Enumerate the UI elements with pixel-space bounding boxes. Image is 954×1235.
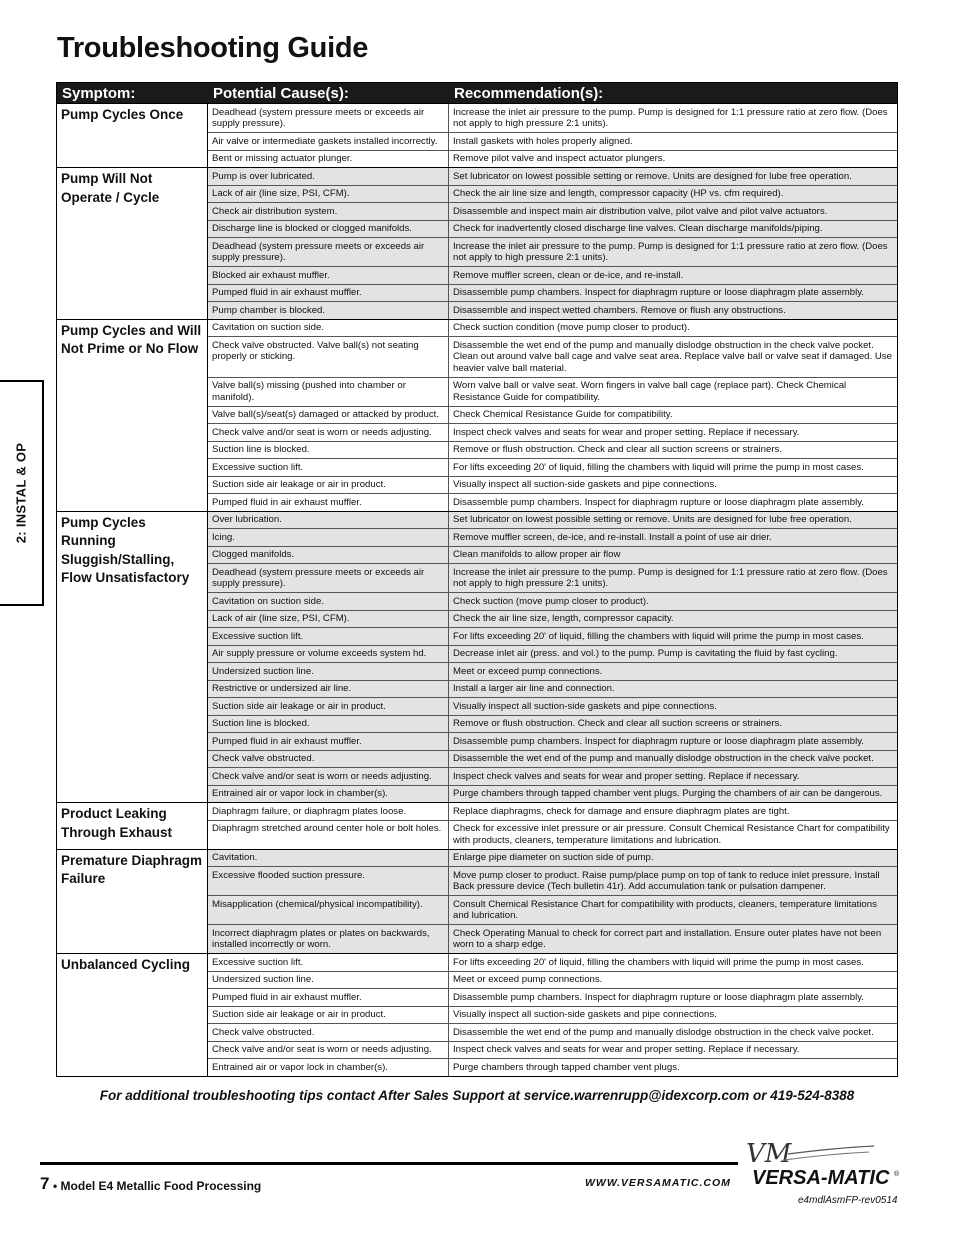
cause-cell: Air supply pressure or volume exceeds system hd. xyxy=(208,646,449,663)
cause-cell: Entrained air or vapor lock in chamber(s). xyxy=(208,786,449,803)
cause-cell: Deadhead (system pressure meets or exceeds air supply pressure). xyxy=(208,104,449,132)
recommendation-cell: Replace diaphragms, check for damage and ensure diaphragm plates are tight. xyxy=(453,805,790,817)
cause-cell: Cavitation on suction side. xyxy=(208,320,449,337)
table-row xyxy=(208,954,897,971)
recommendation-cell: For lifts exceeding 20' of liquid, filling the chambers with liquid will prime the pump in most cases. xyxy=(453,630,864,642)
cause-cell: Check valve and/or seat is worn or needs adjusting. xyxy=(208,424,449,441)
recommendation-cell: Check Chemical Resistance Guide for compatibility. xyxy=(453,409,673,420)
table-row xyxy=(208,610,897,628)
symptom-cell: Pump Cycles Running Sluggish/Stalling, Flow Unsatisfactory xyxy=(57,512,208,803)
symptom-cell: Premature Diaphragm Failure xyxy=(57,850,208,954)
cause-cell: Check valve obstructed. Valve ball(s) not seating properly or sticking. xyxy=(208,337,449,377)
cause-cell: Bent or missing actuator plunger. xyxy=(208,151,449,168)
cause-cell: Restrictive or undersized air line. xyxy=(208,681,449,698)
table-body xyxy=(57,103,897,1076)
revision-code: e4mdlAsmFP-rev0514 xyxy=(798,1195,898,1206)
cause-cell: Excessive flooded suction pressure. xyxy=(208,867,449,895)
table-row xyxy=(208,627,897,645)
table-row xyxy=(208,284,897,302)
table-row xyxy=(208,592,897,610)
table-row xyxy=(208,988,897,1006)
recommendation-cell: Check Operating Manual to check for correct part and installation. Ensure outer plates have not been worn to a sharp edge. xyxy=(453,927,882,950)
recommendation-cell: Remove muffler screen, de-ice, and re-install. Install a point of use air drier. xyxy=(453,531,772,543)
cause-cell: Over lubrication. xyxy=(208,512,449,529)
recommendation-cell: Purge chambers through tapped chamber vent plugs. xyxy=(453,1061,680,1073)
recommendation-cell: Set lubricator on lowest possible setting or remove. Units are designed for lube free operation. xyxy=(453,514,852,525)
table-row xyxy=(208,971,897,989)
table-row xyxy=(208,785,897,803)
page-title: Troubleshooting Guide xyxy=(57,32,369,64)
table-row xyxy=(208,866,897,895)
table-row xyxy=(208,1006,897,1024)
cause-cell: Lack of air (line size, PSI, CFM). xyxy=(208,186,449,203)
cause-cell: Pumped fluid in air exhaust muffler. xyxy=(208,494,449,511)
cause-cell: Excessive suction lift. xyxy=(208,954,449,971)
page-number: 7 xyxy=(40,1174,50,1193)
table-row xyxy=(208,132,897,150)
recommendation-cell: Check for excessive inlet pressure or air pressure. Consult Chemical Resistance Chart for compatibility with products, cleaners, temperature limitations and lubrication. xyxy=(453,823,890,846)
recommendation-cell: Check for inadvertently closed discharge line valves. Clean discharge manifolds/piping. xyxy=(453,223,823,234)
symptom-group xyxy=(57,849,897,954)
symptom-cell: Pump Cycles Once xyxy=(57,104,208,167)
table-row xyxy=(208,528,897,546)
symptom-cell: Pump Will Not Operate / Cycle xyxy=(57,168,208,319)
table-row xyxy=(208,645,897,663)
cause-rows xyxy=(208,954,897,1076)
symptom-header: Symptom: xyxy=(62,84,136,102)
table-row xyxy=(208,715,897,733)
cause-cell: Pump is over lubricated. xyxy=(208,168,449,185)
cause-cell: Pumped fluid in air exhaust muffler. xyxy=(208,285,449,302)
recommendation-cell: Consult Chemical Resistance Chart for compatibility with products, cleaners, temperature limitations and lubrication. xyxy=(453,898,877,921)
recommendation-cell: Worn valve ball or valve seat. Worn fingers in valve ball cage (replace part). Check Chemical Resistance Guide for compatibility. xyxy=(453,380,847,403)
recommendation-cell: Disassemble pump chambers. Inspect for diaphragm rupture or loose diaphragm plate assembly. xyxy=(453,991,864,1003)
troubleshooting-table xyxy=(56,82,898,1077)
table-row xyxy=(208,301,897,319)
table-row xyxy=(208,803,897,820)
cause-cell: Blocked air exhaust muffler. xyxy=(208,267,449,284)
cause-cell: Undersized suction line. xyxy=(208,663,449,680)
table-row xyxy=(208,924,897,953)
recommendation-cell: Move pump closer to product. Raise pump/place pump on top of tank to reduce inlet pressure. Install Back pressure device (Tech bulletin 41r). Add accumulation tank or pulsation dampener. xyxy=(453,869,880,892)
symptom-group xyxy=(57,319,897,511)
section-tab xyxy=(0,380,44,606)
cause-rows xyxy=(208,104,897,167)
table-row xyxy=(208,202,897,220)
cause-rows xyxy=(208,320,897,511)
recommendation-cell: Remove muffler screen, clean or de-ice, and re-install. xyxy=(453,269,684,281)
cause-cell: Diaphragm stretched around center hole or bolt holes. xyxy=(208,821,449,849)
symptom-group xyxy=(57,103,897,167)
cause-rows xyxy=(208,803,897,849)
cause-cell: Pumped fluid in air exhaust muffler. xyxy=(208,733,449,750)
recommendation-cell: Increase the inlet air pressure to the pump. Pump is designed for 1:1 pressure ratio at zero flow. (Does not apply to high pressure 2:1 units). xyxy=(453,566,888,589)
table-row xyxy=(208,767,897,785)
recommendation-cell: Disassemble the wet end of the pump and manually dislodge obstruction in the check valve pocket. Clean out around valve ball cage and valve seat area. Replace valve ball or valve seat if damaged. Use heavier valve ball material. xyxy=(453,339,892,374)
recommendation-cell: Check suction (move pump closer to product). xyxy=(453,595,649,607)
cause-cell: Pump chamber is blocked. xyxy=(208,302,449,319)
symptom-cell: Pump Cycles and Will Not Prime or No Flow xyxy=(57,320,208,511)
table-row xyxy=(208,185,897,203)
cause-cell: Valve ball(s)/seat(s) damaged or attacked by product. xyxy=(208,407,449,424)
table-row xyxy=(208,662,897,680)
cause-rows xyxy=(208,512,897,803)
recommendation-cell: Disassemble pump chambers. Inspect for diaphragm rupture or loose diaphragm plate assembly. xyxy=(453,735,864,747)
table-row xyxy=(208,476,897,494)
table-row xyxy=(208,493,897,511)
website-link[interactable]: WWW.VERSAMATIC.COM xyxy=(585,1177,731,1189)
recommendation-cell: Disassemble the wet end of the pump and manually dislodge obstruction in the check valve pocket. xyxy=(453,1026,874,1038)
recommendation-cell: Disassemble and inspect wetted chambers. Remove or flush any obstructions. xyxy=(453,304,786,316)
symptom-group xyxy=(57,511,897,803)
table-row xyxy=(208,512,897,529)
recommendation-cell: For lifts exceeding 20' of liquid, filling the chambers with liquid will prime the pump in most cases. xyxy=(453,461,864,473)
cause-cell: Valve ball(s) missing (pushed into chamber or manifold). xyxy=(208,378,449,406)
cause-cell: Misapplication (chemical/physical incompatibility). xyxy=(208,896,449,924)
recommendation-cell: Disassemble the wet end of the pump and manually dislodge obstruction in the check valve pocket. xyxy=(453,753,874,764)
cause-cell: Check valve and/or seat is worn or needs adjusting. xyxy=(208,768,449,785)
cause-cell: Clogged manifolds. xyxy=(208,547,449,564)
recommendation-cell: Meet or exceed pump connections. xyxy=(453,974,603,985)
recommendation-cell: Remove or flush obstruction. Check and clear all suction screens or strainers. xyxy=(453,444,782,455)
table-row xyxy=(208,458,897,476)
table-row xyxy=(208,750,897,768)
table-row xyxy=(208,423,897,441)
svg-text:®: ® xyxy=(894,1171,900,1178)
recommendation-cell: Clean manifolds to allow proper air flow xyxy=(453,549,621,560)
cause-header: Potential Cause(s): xyxy=(213,84,349,102)
cause-cell: Check air distribution system. xyxy=(208,203,449,220)
table-row xyxy=(208,732,897,750)
table-row xyxy=(208,237,897,266)
cause-cell: Suction side air leakage or air in product. xyxy=(208,477,449,494)
section-tab-label: 2: INSTAL & OP xyxy=(13,442,29,544)
recommendation-cell: Inspect check valves and seats for wear and proper setting. Replace if necessary. xyxy=(453,426,800,438)
recommendation-cell: Install a larger air line and connection. xyxy=(453,683,615,694)
cause-cell: Cavitation. xyxy=(208,850,449,867)
table-row xyxy=(208,220,897,238)
cause-cell: Air valve or intermediate gaskets installed incorrectly. xyxy=(208,133,449,150)
recommendation-cell: Meet or exceed pump connections. xyxy=(453,665,603,677)
footer-divider xyxy=(40,1162,738,1165)
cause-cell: Discharge line is blocked or clogged manifolds. xyxy=(208,221,449,238)
cause-rows xyxy=(208,850,897,954)
cause-cell: Suction side air leakage or air in product. xyxy=(208,698,449,715)
table-row xyxy=(208,377,897,406)
cause-cell: Deadhead (system pressure meets or exceeds air supply pressure). xyxy=(208,564,449,592)
recommendation-cell: Inspect check valves and seats for wear and proper setting. Replace if necessary. xyxy=(453,770,800,782)
cause-cell: Incorrect diaphragm plates or plates on backwards, installed incorrectly or worn. xyxy=(208,925,449,953)
recommendation-header: Recommendation(s): xyxy=(454,84,604,102)
support-note: For additional troubleshooting tips contact After Sales Support at service.warrenrupp@idexcorp.com or 419-524-8388 xyxy=(99,1088,855,1103)
recommendation-cell: Inspect check valves and seats for wear and proper setting. Replace if necessary. xyxy=(453,1044,800,1055)
cause-cell: Deadhead (system pressure meets or exceeds air supply pressure). xyxy=(208,238,449,266)
table-row xyxy=(208,820,897,849)
table-row xyxy=(208,1041,897,1059)
symptom-group xyxy=(57,953,897,1076)
cause-cell: Cavitation on suction side. xyxy=(208,593,449,610)
symptom-group xyxy=(57,167,897,319)
cause-rows xyxy=(208,168,897,319)
recommendation-cell: Visually inspect all suction-side gaskets and pipe connections. xyxy=(453,479,717,490)
recommendation-cell: Remove or flush obstruction. Check and clear all suction screens or strainers. xyxy=(453,718,782,729)
table-row xyxy=(208,850,897,867)
cause-cell: Check valve and/or seat is worn or needs adjusting. xyxy=(208,1042,449,1059)
table-row xyxy=(208,1023,897,1041)
cause-cell: Suction line is blocked. xyxy=(208,716,449,733)
cause-cell: Check valve obstructed. xyxy=(208,1024,449,1041)
table-row xyxy=(208,441,897,459)
recommendation-cell: Check suction condition (move pump closer to product). xyxy=(453,322,690,333)
recommendation-cell: For lifts exceeding 20' of liquid, filling the chambers with liquid will prime the pump in most cases. xyxy=(453,956,864,968)
table-row xyxy=(208,266,897,284)
recommendation-cell: Disassemble pump chambers. Inspect for diaphragm rupture or loose diaphragm plate assembly. xyxy=(453,496,864,508)
cause-cell: Excessive suction lift. xyxy=(208,628,449,645)
cause-cell: Lack of air (line size, PSI, CFM). xyxy=(208,611,449,628)
recommendation-cell: Visually inspect all suction-side gaskets and pipe connections. xyxy=(453,1009,717,1020)
recommendation-cell: Check the air line size, length, compressor capacity. xyxy=(453,613,674,624)
versa-matic-logo xyxy=(744,1140,904,1188)
cause-cell: Icing. xyxy=(208,529,449,546)
cause-cell: Pumped fluid in air exhaust muffler. xyxy=(208,989,449,1006)
cause-cell: Check valve obstructed. xyxy=(208,751,449,768)
recommendation-cell: Disassemble and inspect main air distribution valve, pilot valve and pilot valve actuators. xyxy=(453,205,828,217)
recommendation-cell: Increase the inlet air pressure to the pump. Pump is designed for 1:1 pressure ratio at zero flow. (Does not apply to high pressure 2:1 units). xyxy=(453,240,888,263)
recommendation-cell: Install gaskets with holes properly aligned. xyxy=(453,135,633,147)
recommendation-cell: Disassemble pump chambers. Inspect for diaphragm rupture or loose diaphragm plate assembly. xyxy=(453,287,864,298)
table-row xyxy=(208,406,897,424)
table-row xyxy=(208,320,897,337)
cause-cell: Diaphragm failure, or diaphragm plates loose. xyxy=(208,803,449,820)
table-row xyxy=(208,680,897,698)
recommendation-cell: Enlarge pipe diameter on suction side of pump. xyxy=(453,852,654,863)
logo-wordmark: VERSA-MATIC xyxy=(752,1167,890,1188)
cause-cell: Entrained air or vapor lock in chamber(s). xyxy=(208,1059,449,1076)
table-row xyxy=(208,563,897,592)
table-row xyxy=(208,546,897,564)
model-label: • Model E4 Metallic Food Processing xyxy=(53,1179,262,1193)
table-row xyxy=(208,336,897,377)
cause-cell: Excessive suction lift. xyxy=(208,459,449,476)
table-row xyxy=(208,1058,897,1076)
recommendation-cell: Remove pilot valve and inspect actuator plungers. xyxy=(453,153,666,164)
symptom-cell: Product Leaking Through Exhaust xyxy=(57,803,208,849)
symptom-group xyxy=(57,802,897,849)
logo-mark: VM xyxy=(746,1140,792,1169)
table-row xyxy=(208,895,897,924)
symptom-cell: Unbalanced Cycling xyxy=(57,954,208,1076)
cause-cell: Suction line is blocked. xyxy=(208,442,449,459)
table-header xyxy=(57,83,897,103)
recommendation-cell: Increase the inlet air pressure to the pump. Pump is designed for 1:1 pressure ratio at zero flow. (Does not apply to high pressure 2:1 units). xyxy=(453,106,888,129)
cause-cell: Undersized suction line. xyxy=(208,972,449,989)
recommendation-cell: Visually inspect all suction-side gaskets and pipe connections. xyxy=(453,700,717,712)
table-row xyxy=(208,697,897,715)
recommendation-cell: Set lubricator on lowest possible setting or remove. Units are designed for lube free operation. xyxy=(453,170,852,182)
recommendation-cell: Decrease inlet air (press. and vol.) to the pump. Pump is cavitating the fluid by fast cycling. xyxy=(453,648,838,659)
cause-cell: Suction side air leakage or air in product. xyxy=(208,1007,449,1024)
table-row xyxy=(208,150,897,168)
recommendation-cell: Check the air line size and length, compressor capacity (HP vs. cfm required). xyxy=(453,188,784,199)
recommendation-cell: Purge chambers through tapped chamber vent plugs. Purging the chambers of air can be dangerous. xyxy=(453,788,883,799)
table-row xyxy=(208,104,897,132)
table-row xyxy=(208,168,897,185)
